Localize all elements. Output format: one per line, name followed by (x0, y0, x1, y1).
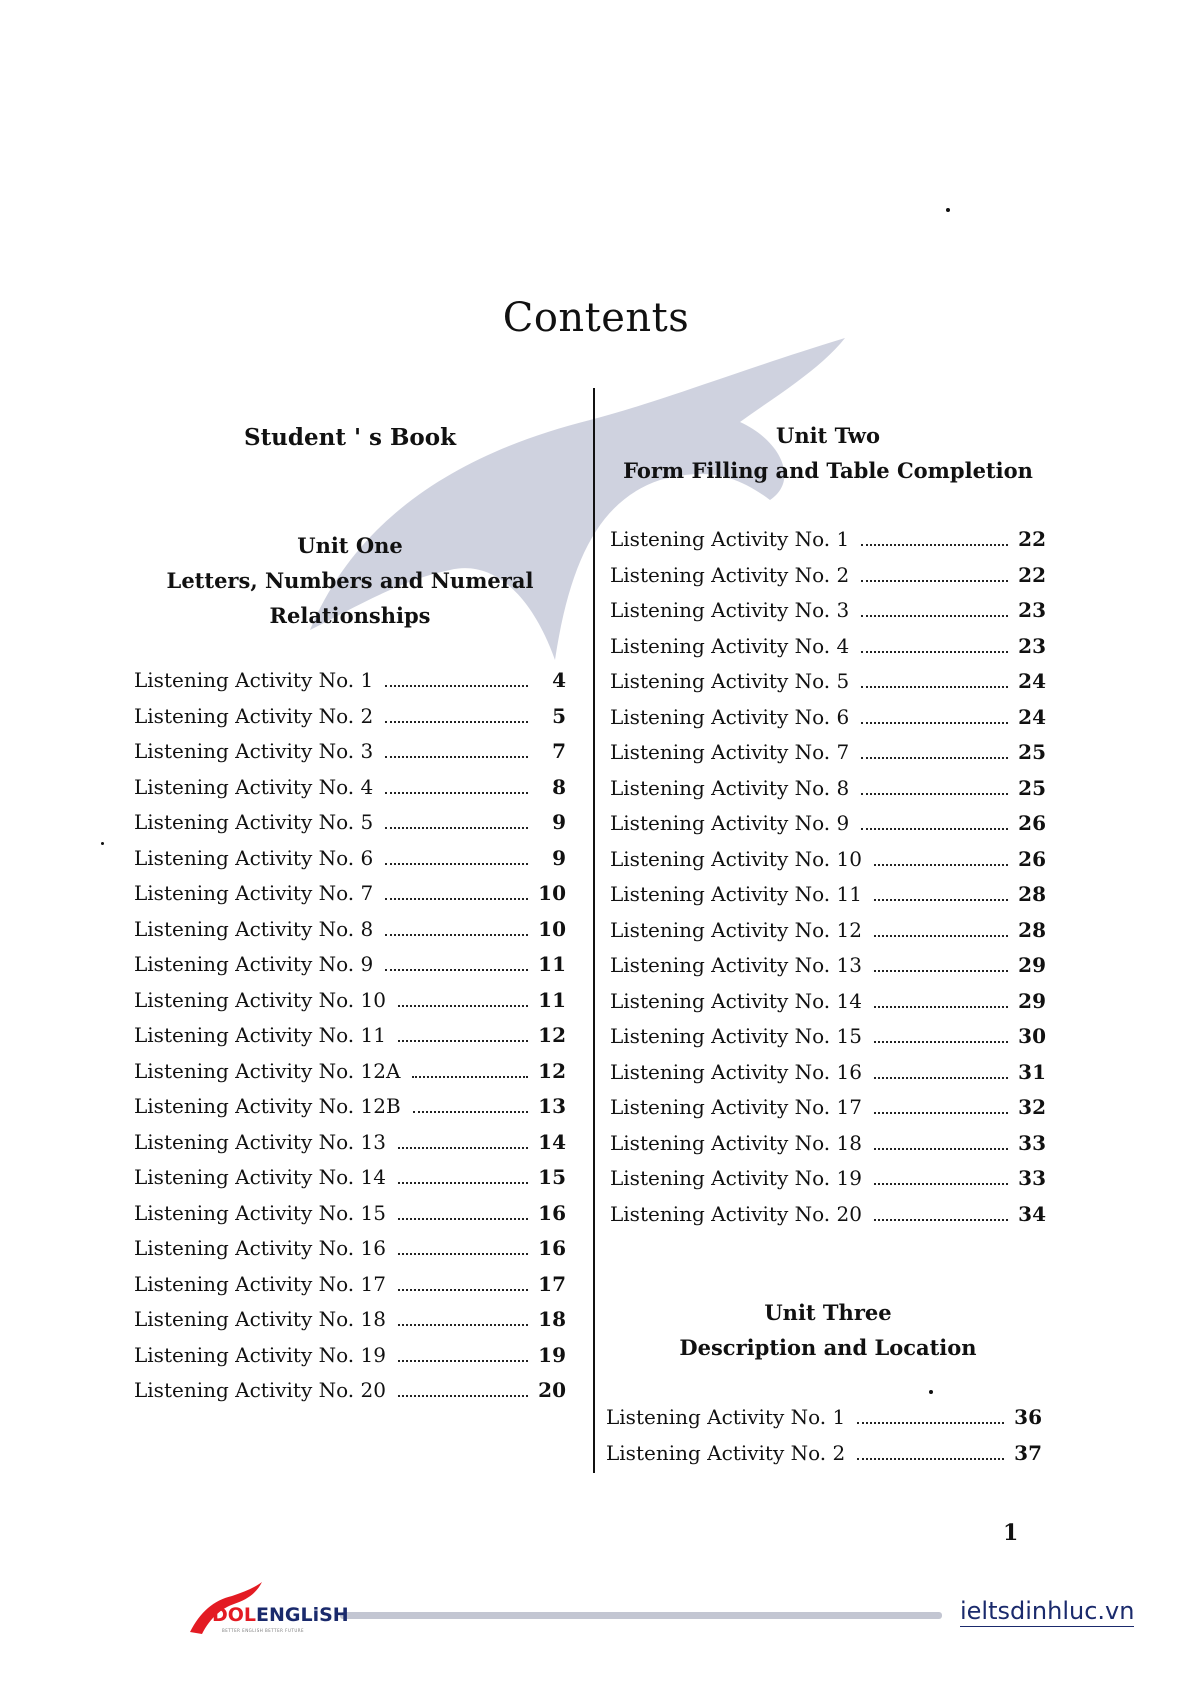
toc-entry[interactable] (134, 881, 566, 917)
toc-entry[interactable] (610, 811, 1046, 847)
toc-entry-label: Listening Activity No. 17 (134, 1271, 386, 1296)
toc-entry-page: 29 (1018, 988, 1046, 1013)
toc-entry[interactable] (134, 846, 566, 882)
toc-entry-label: Listening Activity No. 11 (610, 882, 862, 906)
toc-entry[interactable] (610, 598, 1046, 634)
toc-entry-page: 14 (538, 1129, 566, 1154)
toc-entry[interactable] (134, 1236, 566, 1272)
toc-entry-page: 36 (1014, 1405, 1042, 1429)
toc-entry[interactable] (610, 1024, 1046, 1060)
toc-entry-label: Listening Activity No. 16 (610, 1059, 862, 1084)
dot-leader (385, 863, 528, 865)
toc-entry-page: 33 (1018, 1166, 1046, 1190)
dot-leader (385, 898, 528, 900)
dot-leader (398, 1395, 528, 1397)
dot-leader (874, 1219, 1008, 1221)
dot-leader (861, 544, 1008, 546)
dot-leader (398, 1324, 528, 1326)
toc-entry-page: 25 (1018, 740, 1046, 764)
logo-tagline: BETTER ENGLISH BETTER FUTURE (222, 1628, 305, 1633)
logo-wordmark (212, 1604, 349, 1626)
toc-entry[interactable] (134, 810, 566, 846)
dot-leader (398, 1360, 528, 1362)
dot-leader (861, 793, 1008, 795)
toc-entry-label: Listening Activity No. 13 (134, 1129, 386, 1154)
toc-entry[interactable] (610, 1060, 1046, 1096)
toc-entry-page: 17 (538, 1271, 566, 1296)
toc-entry-page: 24 (1018, 704, 1046, 729)
scan-speck (946, 208, 950, 212)
toc-entry-page: 18 (538, 1307, 566, 1331)
dot-leader (874, 1041, 1008, 1043)
toc-entry-page: 16 (538, 1236, 566, 1260)
toc-entry-page: 34 (1018, 1201, 1046, 1226)
toc-entry-page: 37 (1014, 1440, 1042, 1465)
dot-leader (861, 757, 1008, 759)
dot-leader (861, 722, 1008, 724)
toc-entry-label: Listening Activity No. 3 (134, 739, 374, 763)
toc-entry-page: 9 (552, 845, 566, 870)
toc-entry[interactable] (610, 1131, 1046, 1167)
toc-entry[interactable] (134, 917, 566, 953)
toc-entry-label: Listening Activity No. 1 (134, 668, 374, 692)
dot-leader (874, 864, 1008, 866)
unit-two-header (610, 418, 1046, 488)
unit-three-header (610, 1295, 1046, 1365)
toc-entry-page: 31 (1018, 1059, 1046, 1084)
dot-leader (385, 969, 528, 971)
toc-entry[interactable] (610, 1166, 1046, 1202)
book-heading: Student ' s Book (243, 424, 457, 451)
toc-entry-page: 22 (1018, 562, 1046, 587)
toc-entry-label: Listening Activity No. 16 (134, 1236, 386, 1260)
dot-leader (861, 580, 1008, 582)
toc-entry[interactable] (606, 1405, 1042, 1441)
toc-entry-label: Listening Activity No. 12A (134, 1058, 401, 1083)
toc-entry-label: Listening Activity No. 14 (610, 988, 862, 1013)
toc-entry-label: Listening Activity No. 12 (610, 917, 862, 942)
toc-entry[interactable] (134, 1201, 566, 1237)
toc-entry-label: Listening Activity No. 15 (610, 1024, 862, 1048)
logo-dol-text: DOL (212, 1604, 257, 1626)
dot-leader (398, 1289, 528, 1291)
toc-entry-label: Listening Activity No. 10 (134, 987, 386, 1012)
dot-leader (412, 1076, 528, 1078)
toc-entry[interactable] (610, 847, 1046, 883)
unit-three-title: Description and Location (679, 1335, 977, 1360)
scan-speck (101, 842, 104, 845)
toc-entry-page: 33 (1018, 1130, 1046, 1155)
toc-entry-page: 25 (1018, 775, 1046, 800)
dot-leader (385, 934, 528, 936)
dot-leader (398, 1147, 528, 1149)
unit-two-list (610, 527, 1046, 1237)
toc-entry-page: 28 (1018, 882, 1046, 906)
unit-one-title-line2: Relationships (269, 603, 431, 628)
toc-entry-page: 10 (538, 881, 566, 905)
toc-entry[interactable] (134, 739, 566, 775)
dot-leader (857, 1458, 1004, 1460)
toc-entry[interactable] (610, 1202, 1046, 1238)
toc-entry-label: Listening Activity No. 19 (134, 1342, 386, 1367)
dot-leader (398, 1218, 528, 1220)
toc-entry-label: Listening Activity No. 10 (610, 846, 862, 871)
toc-entry-page: 22 (1018, 527, 1046, 551)
toc-entry-page: 29 (1018, 953, 1046, 977)
dot-leader (874, 1112, 1008, 1114)
toc-entry[interactable] (610, 1095, 1046, 1131)
dot-leader (398, 1005, 528, 1007)
toc-entry-page: 10 (538, 916, 566, 941)
unit-one-title-line1: Letters, Numbers and Numeral (166, 568, 534, 593)
toc-entry-page: 23 (1018, 633, 1046, 658)
toc-entry-page: 24 (1018, 669, 1046, 693)
toc-entry-label: Listening Activity No. 17 (610, 1095, 862, 1119)
toc-entry[interactable] (134, 1023, 566, 1059)
toc-entry-page: 28 (1018, 917, 1046, 942)
toc-entry[interactable] (134, 1130, 566, 1166)
website-link[interactable]: ieltsdinhluc.vn (960, 1597, 1135, 1625)
dot-leader (398, 1040, 528, 1042)
unit-two-title: Form Filling and Table Completion (623, 458, 1033, 483)
toc-entry-label: Listening Activity No. 5 (134, 810, 374, 834)
toc-entry-page: 13 (538, 1094, 566, 1118)
scan-speck (929, 1390, 933, 1394)
toc-entry-label: Listening Activity No. 14 (134, 1165, 386, 1189)
dot-leader (385, 792, 528, 794)
toc-entry-label: Listening Activity No. 6 (610, 704, 850, 729)
dot-leader (857, 1422, 1004, 1424)
toc-entry-page: 12 (538, 1023, 566, 1047)
toc-entry[interactable] (134, 775, 566, 811)
toc-entry-page: 4 (552, 668, 566, 692)
left-column (134, 420, 566, 455)
toc-entry-page: 12 (538, 1058, 566, 1083)
toc-entry[interactable] (606, 1441, 1042, 1477)
unit-three-label: Unit Three (764, 1300, 892, 1325)
toc-entry-page: 16 (538, 1200, 566, 1225)
toc-entry[interactable] (134, 952, 566, 988)
toc-entry-label: Listening Activity No. 2 (134, 703, 374, 728)
toc-entry-page: 23 (1018, 598, 1046, 622)
page-title: Contents (502, 294, 690, 341)
toc-entry[interactable] (134, 704, 566, 740)
unit-one-header (134, 528, 566, 633)
toc-entry-label: Listening Activity No. 8 (134, 916, 374, 941)
toc-entry-label: Listening Activity No. 4 (134, 774, 374, 799)
toc-entry-page: 5 (552, 703, 566, 728)
dot-leader (874, 970, 1008, 972)
dot-leader (385, 721, 528, 723)
toc-entry[interactable] (610, 740, 1046, 776)
toc-entry-page: 19 (538, 1342, 566, 1367)
toc-entry-label: Listening Activity No. 3 (610, 598, 850, 622)
toc-entry-label: Listening Activity No. 4 (610, 633, 850, 658)
column-divider (593, 388, 595, 1473)
toc-entry[interactable] (134, 1378, 566, 1414)
toc-entry-page: 7 (552, 739, 566, 763)
toc-entry-label: Listening Activity No. 18 (134, 1307, 386, 1331)
toc-entry[interactable] (610, 918, 1046, 954)
toc-entry-label: Listening Activity No. 20 (610, 1201, 862, 1226)
toc-entry-label: Listening Activity No. 9 (610, 811, 850, 835)
unit-one-label: Unit One (297, 533, 403, 558)
dot-leader (398, 1253, 528, 1255)
dot-leader (385, 685, 528, 687)
toc-entry-page: 15 (538, 1165, 566, 1189)
toc-entry[interactable] (610, 669, 1046, 705)
dot-leader (861, 828, 1008, 830)
toc-entry-label: Listening Activity No. 18 (610, 1130, 862, 1155)
toc-entry[interactable] (134, 668, 566, 704)
toc-entry-label: Listening Activity No. 13 (610, 953, 862, 977)
toc-entry-label: Listening Activity No. 12B (134, 1094, 401, 1118)
toc-entry[interactable] (610, 705, 1046, 741)
toc-entry-label: Listening Activity No. 9 (134, 952, 374, 976)
dot-leader (385, 827, 528, 829)
toc-entry-page: 20 (538, 1378, 566, 1402)
toc-entry-label: Listening Activity No. 15 (134, 1200, 386, 1225)
toc-entry-label: Listening Activity No. 7 (610, 740, 850, 764)
unit-two-label: Unit Two (776, 423, 880, 448)
dot-leader (874, 1183, 1008, 1185)
toc-entry[interactable] (134, 1307, 566, 1343)
toc-entry-label: Listening Activity No. 19 (610, 1166, 862, 1190)
logo-english-text: ENGLiSH (256, 1604, 349, 1626)
toc-entry-label: Listening Activity No. 20 (134, 1378, 386, 1402)
dot-leader (385, 756, 528, 758)
footer-rule (340, 1612, 942, 1619)
toc-entry[interactable] (610, 882, 1046, 918)
dot-leader (874, 899, 1008, 901)
toc-entry-label: Listening Activity No. 5 (610, 669, 850, 693)
toc-entry[interactable] (610, 527, 1046, 563)
toc-entry-page: 11 (538, 987, 566, 1012)
dot-leader (413, 1111, 528, 1113)
dot-leader (861, 615, 1008, 617)
dot-leader (861, 686, 1008, 688)
toc-entry-page: 26 (1018, 846, 1046, 871)
unit-three-list (606, 1405, 1042, 1476)
toc-entry[interactable] (610, 563, 1046, 599)
toc-entry[interactable] (610, 776, 1046, 812)
toc-entry-label: Listening Activity No. 1 (606, 1405, 846, 1429)
toc-entry-page: 26 (1018, 811, 1046, 835)
toc-entry-page: 30 (1018, 1024, 1046, 1048)
toc-entry[interactable] (134, 1094, 566, 1130)
toc-entry-label: Listening Activity No. 6 (134, 845, 374, 870)
toc-entry-page: 32 (1018, 1095, 1046, 1119)
toc-entry[interactable] (134, 1165, 566, 1201)
toc-entry-label: Listening Activity No. 8 (610, 775, 850, 800)
toc-entry-label: Listening Activity No. 1 (610, 527, 850, 551)
dot-leader (874, 1077, 1008, 1079)
dot-leader (874, 935, 1008, 937)
page-number: 1 (1003, 1520, 1019, 1546)
dot-leader (861, 651, 1008, 653)
dot-leader (874, 1148, 1008, 1150)
unit-one-list (134, 668, 566, 1414)
toc-entry-label: Listening Activity No. 2 (606, 1440, 846, 1465)
toc-entry-label: Listening Activity No. 2 (610, 562, 850, 587)
toc-entry[interactable] (610, 953, 1046, 989)
toc-entry-page: 8 (552, 774, 566, 799)
toc-entry-label: Listening Activity No. 7 (134, 881, 374, 905)
toc-entry[interactable] (134, 1272, 566, 1308)
toc-entry[interactable] (134, 988, 566, 1024)
toc-entry-page: 11 (538, 952, 566, 976)
dot-leader (874, 1006, 1008, 1008)
toc-entry[interactable] (610, 634, 1046, 670)
toc-entry[interactable] (134, 1059, 566, 1095)
toc-entry-page: 9 (552, 810, 566, 834)
dot-leader (398, 1182, 528, 1184)
toc-entry[interactable] (610, 989, 1046, 1025)
toc-entry-label: Listening Activity No. 11 (134, 1023, 386, 1047)
toc-entry[interactable] (134, 1343, 566, 1379)
